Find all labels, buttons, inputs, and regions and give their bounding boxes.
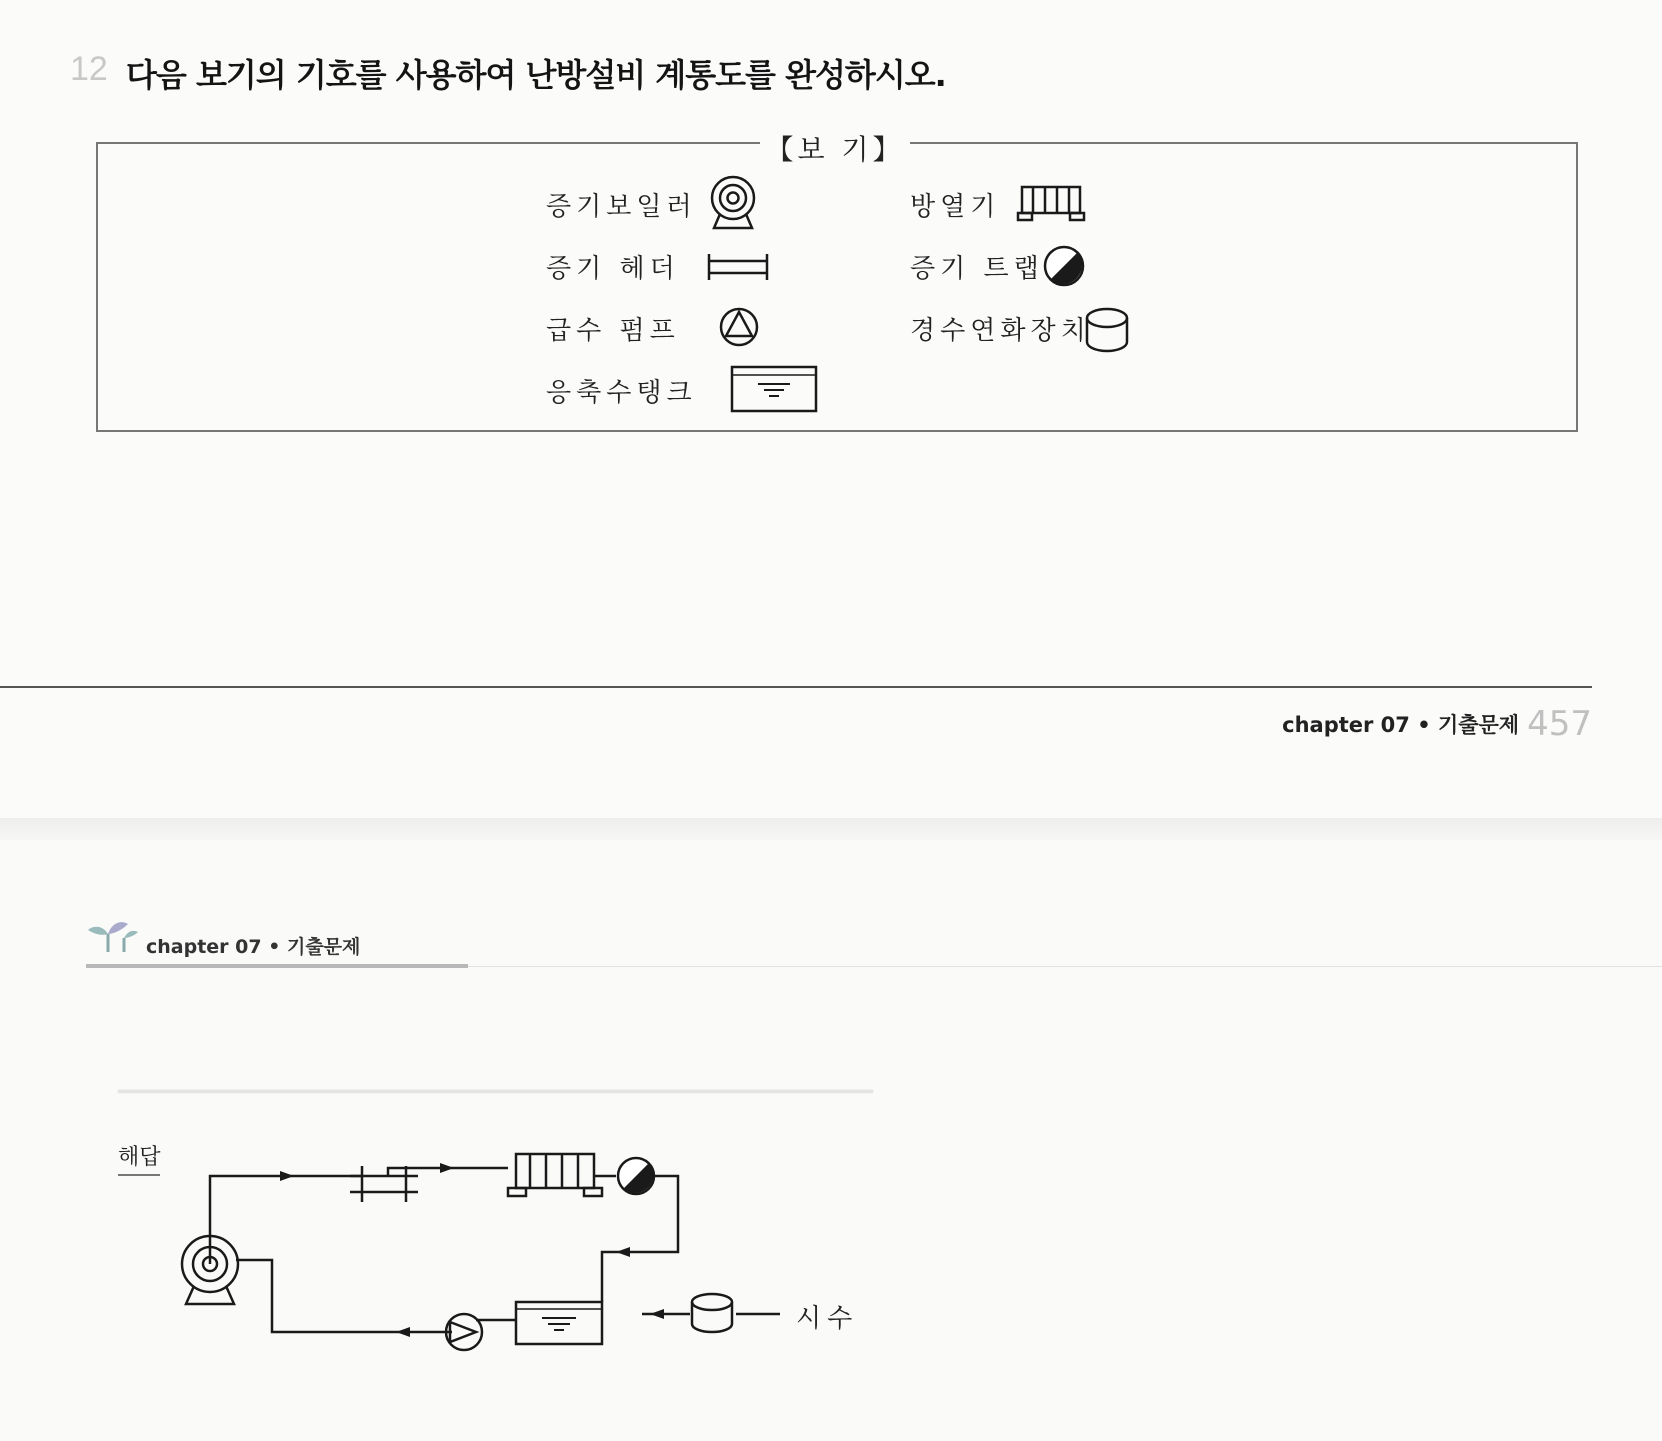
return-pipe-to-tank <box>602 1176 678 1302</box>
diagram-water-softener <box>692 1294 732 1332</box>
legend-label-steam-header: 증기 헤더 <box>546 254 680 284</box>
legend-title: 【보 기】 <box>760 128 910 168</box>
steam-boiler-icon <box>708 174 758 230</box>
legend-label-water-softener: 경수연화장치 <box>910 316 1091 346</box>
diagram-steam-boiler <box>182 1236 238 1304</box>
legend-label-steam-boiler: 증기보일러 <box>546 192 697 222</box>
flow-arrow <box>396 1327 410 1337</box>
city-water-label: 시수 <box>796 1304 859 1334</box>
question-text: 다음 보기의 기호를 사용하여 난방설비 계통도를 완성하시오. <box>126 56 946 94</box>
flow-arrow <box>650 1309 664 1319</box>
legend-label-condensate-tank: 응축수탱크 <box>546 378 697 408</box>
flow-arrow <box>616 1247 630 1257</box>
answer-label-underline <box>118 1174 160 1176</box>
sprout-icon <box>80 912 140 952</box>
legend-box <box>96 142 1578 432</box>
header-rule <box>86 964 468 968</box>
page-footer <box>1282 704 1592 744</box>
question-number: 12 <box>70 50 108 88</box>
flow-arrow <box>440 1163 454 1173</box>
feed-pump-icon <box>718 306 760 348</box>
diagram-steam-header <box>350 1166 418 1202</box>
legend-label-steam-trap: 증기 트랩 <box>910 254 1044 284</box>
answer-label: 해답 <box>118 1145 161 1170</box>
supply-pipe-to-header <box>210 1176 362 1264</box>
diagram-condensate-tank <box>516 1302 602 1344</box>
show-through-line: ━━━━━━━━━━━━━━━━━━━━━━━━━━━━━━━━━━━━━━━━━━━━━━━━━━━━━━━━━ <box>118 1080 873 1105</box>
condensate-tank-icon <box>730 364 818 414</box>
page-gap <box>0 818 1662 840</box>
water-softener-icon <box>1084 306 1130 354</box>
steam-header-icon <box>706 250 770 284</box>
footer-chapter: chapter 07 • 기출문제 <box>1282 713 1520 737</box>
legend-label-feed-pump: 급수 펌프 <box>546 316 680 346</box>
legend-label-radiator: 방열기 <box>910 192 1001 222</box>
header-chapter: chapter 07 • 기출문제 <box>146 936 361 958</box>
diagram-steam-trap <box>618 1158 654 1194</box>
page-number: 457 <box>1527 704 1592 744</box>
heating-system-diagram <box>170 1150 810 1370</box>
diagram-radiator <box>508 1154 616 1196</box>
feed-pipe-to-boiler <box>236 1260 452 1332</box>
footer-rule <box>0 686 1592 688</box>
header-rule-thin <box>468 966 1662 967</box>
steam-trap-icon <box>1042 244 1086 288</box>
radiator-icon <box>1016 184 1086 224</box>
flow-arrow <box>280 1171 294 1181</box>
